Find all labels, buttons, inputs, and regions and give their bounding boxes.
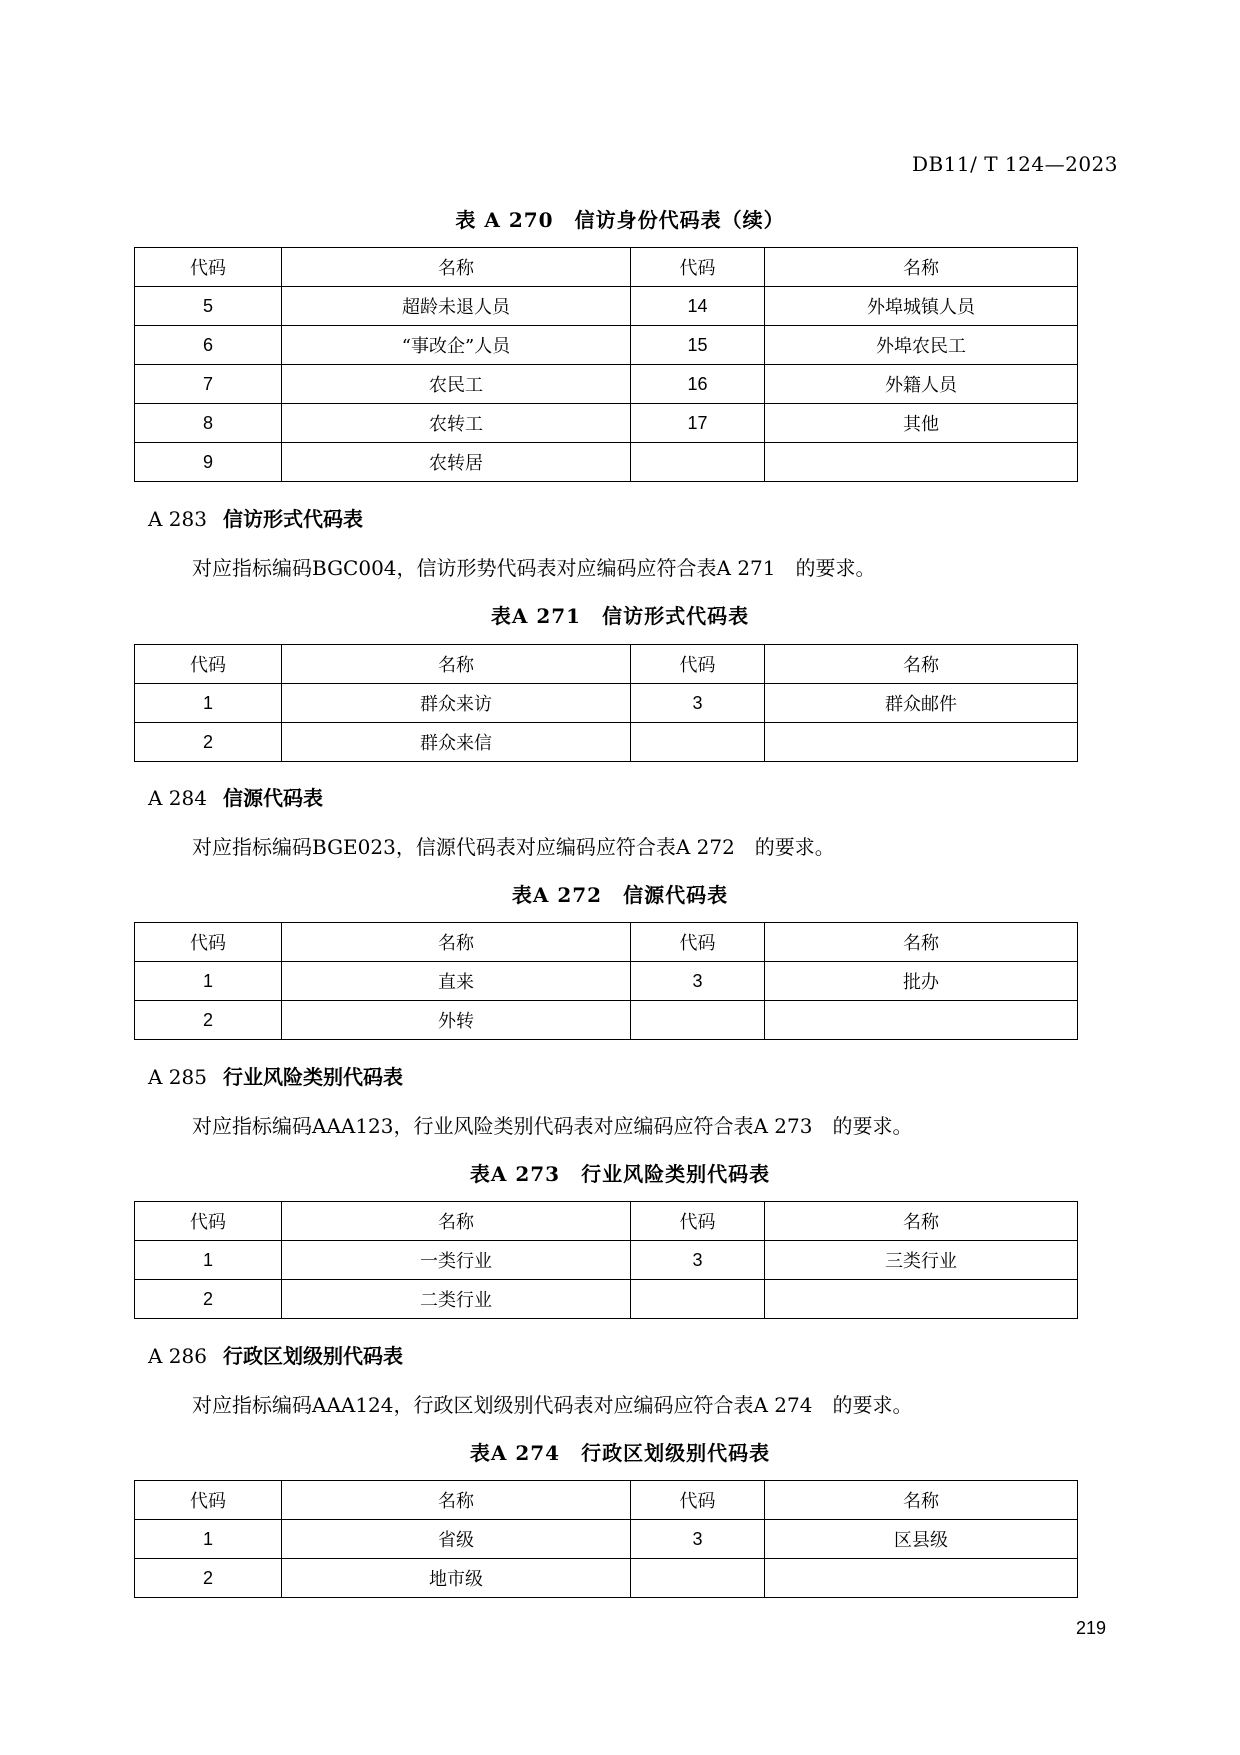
cell-code: 17	[631, 404, 765, 443]
table-row	[135, 684, 1078, 723]
table-title-a273: 表A 273 行业风险类别代码表	[469, 1162, 771, 1186]
cell-code: 2	[135, 1280, 282, 1319]
table-row	[135, 287, 1078, 326]
cell-code: 2	[135, 723, 282, 762]
table-title-a274: 表A 274 行政区划级别代码表	[469, 1441, 771, 1465]
section-number: A 286	[148, 1344, 207, 1368]
cell-code: 5	[135, 287, 282, 326]
cell-name: 超龄未退人员	[282, 287, 631, 326]
table-title-a270: 表 A 270 信访身份代码表（续）	[455, 208, 785, 232]
header-name: 名称	[282, 1481, 631, 1520]
table-header-row	[135, 645, 1078, 684]
table-row	[135, 1241, 1078, 1280]
cell-name: 批办	[765, 962, 1078, 1001]
paragraph-a286: 对应指标编码AAA124，行政区划级别代码表对应编码应符合表A 274 的要求。	[192, 1393, 913, 1417]
header-code: 代码	[631, 923, 765, 962]
cell-code: 16	[631, 365, 765, 404]
cell-code: 2	[135, 1559, 282, 1598]
table-row	[135, 326, 1078, 365]
cell-name: 一类行业	[282, 1241, 631, 1280]
cell-name	[765, 723, 1078, 762]
header-name: 名称	[765, 248, 1078, 287]
cell-name	[765, 443, 1078, 482]
section-number: A 285	[148, 1065, 207, 1089]
header-name: 名称	[765, 1202, 1078, 1241]
cell-name: 农转工	[282, 404, 631, 443]
section-title: 行业风险类别代码表	[222, 1065, 403, 1089]
cell-code	[631, 723, 765, 762]
cell-name: 二类行业	[282, 1280, 631, 1319]
header-code: 代码	[631, 1202, 765, 1241]
cell-code	[631, 1001, 765, 1040]
cell-name: 群众邮件	[765, 684, 1078, 723]
cell-name: 地市级	[282, 1559, 631, 1598]
cell-code: 1	[135, 684, 282, 723]
cell-name: 省级	[282, 1520, 631, 1559]
cell-name: 外转	[282, 1001, 631, 1040]
table-row	[135, 1520, 1078, 1559]
table-row	[135, 1559, 1078, 1598]
table-row	[135, 365, 1078, 404]
cell-code: 9	[135, 443, 282, 482]
header-code: 代码	[135, 923, 282, 962]
cell-name: 区县级	[765, 1520, 1078, 1559]
cell-name: “事改企”人员	[282, 326, 631, 365]
table-a271	[134, 644, 1078, 762]
header-name: 名称	[282, 645, 631, 684]
table-header-row	[135, 248, 1078, 287]
page-number: 219	[1075, 1618, 1106, 1638]
table-a270	[134, 247, 1078, 482]
section-heading-a283	[148, 503, 363, 532]
header-code: 代码	[135, 1481, 282, 1520]
cell-code: 8	[135, 404, 282, 443]
table-header-row	[135, 1202, 1078, 1241]
table-header-row	[135, 923, 1078, 962]
header-code: 代码	[135, 1202, 282, 1241]
cell-name: 农民工	[282, 365, 631, 404]
cell-name: 群众来访	[282, 684, 631, 723]
header-name: 名称	[282, 1202, 631, 1241]
cell-name: 农转居	[282, 443, 631, 482]
header-code: 代码	[135, 248, 282, 287]
table-a274	[134, 1480, 1078, 1598]
section-number: A 284	[148, 786, 207, 810]
header-name: 名称	[765, 645, 1078, 684]
table-title-a272: 表A 272 信源代码表	[511, 883, 729, 907]
table-row	[135, 962, 1078, 1001]
table-a273	[134, 1201, 1078, 1319]
cell-name: 三类行业	[765, 1241, 1078, 1280]
paragraph-a285: 对应指标编码AAA123，行业风险类别代码表对应编码应符合表A 273 的要求。	[192, 1114, 913, 1138]
cell-name: 其他	[765, 404, 1078, 443]
cell-code: 1	[135, 1520, 282, 1559]
section-title: 信源代码表	[222, 786, 323, 810]
cell-name	[765, 1001, 1078, 1040]
section-title: 信访形式代码表	[222, 507, 363, 531]
header-code: 代码	[631, 645, 765, 684]
table-row	[135, 723, 1078, 762]
cell-name: 外埠农民工	[765, 326, 1078, 365]
header-name: 名称	[282, 248, 631, 287]
cell-code: 7	[135, 365, 282, 404]
section-heading-a286	[148, 1340, 403, 1369]
table-title-a271: 表A 271 信访形式代码表	[490, 604, 750, 628]
table-header-row	[135, 1481, 1078, 1520]
header-name: 名称	[765, 923, 1078, 962]
cell-code: 3	[631, 684, 765, 723]
section-heading-a284	[148, 782, 323, 811]
cell-code: 3	[631, 1241, 765, 1280]
cell-code	[631, 1559, 765, 1598]
section-title: 行政区划级别代码表	[222, 1344, 403, 1368]
cell-name	[765, 1559, 1078, 1598]
cell-name: 直来	[282, 962, 631, 1001]
cell-name	[765, 1280, 1078, 1319]
section-heading-a285	[148, 1061, 403, 1090]
section-number: A 283	[148, 507, 207, 531]
table-row	[135, 1001, 1078, 1040]
cell-code: 6	[135, 326, 282, 365]
cell-code: 2	[135, 1001, 282, 1040]
cell-code: 15	[631, 326, 765, 365]
cell-code: 1	[135, 1241, 282, 1280]
table-row	[135, 443, 1078, 482]
cell-code: 3	[631, 962, 765, 1001]
cell-code: 14	[631, 287, 765, 326]
header-code: 代码	[631, 1481, 765, 1520]
cell-code: 1	[135, 962, 282, 1001]
standard-code: DB11/ T 124—2023	[911, 152, 1118, 176]
table-row	[135, 404, 1078, 443]
header-code: 代码	[631, 248, 765, 287]
table-row	[135, 1280, 1078, 1319]
header-name: 名称	[282, 923, 631, 962]
cell-name: 外籍人员	[765, 365, 1078, 404]
paragraph-a283: 对应指标编码BGC004，信访形势代码表对应编码应符合表A 271 的要求。	[192, 556, 876, 580]
cell-code: 3	[631, 1520, 765, 1559]
header-code: 代码	[135, 645, 282, 684]
header-name: 名称	[765, 1481, 1078, 1520]
cell-code	[631, 1280, 765, 1319]
paragraph-a284: 对应指标编码BGE023，信源代码表对应编码应符合表A 272 的要求。	[192, 835, 835, 859]
table-a272	[134, 922, 1078, 1040]
cell-code	[631, 443, 765, 482]
cell-name: 外埠城镇人员	[765, 287, 1078, 326]
cell-name: 群众来信	[282, 723, 631, 762]
